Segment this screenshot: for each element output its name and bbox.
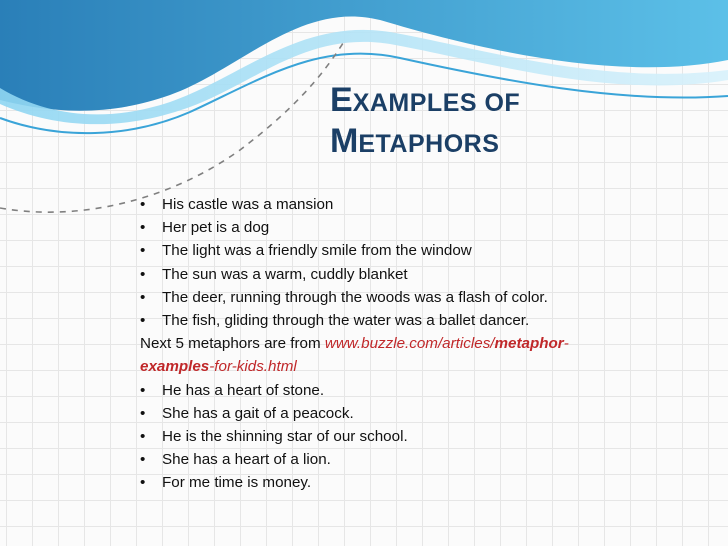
list-item: • The fish, gliding through the water was a ballet dancer. — [140, 309, 700, 332]
list-item: • He is the shinning star of our school. — [140, 425, 700, 448]
list-item: • His castle was a mansion — [140, 193, 700, 216]
list-item: • She has a heart of a lion. — [140, 448, 700, 471]
list-item: • The deer, running through the woods was a flash of color. — [140, 286, 700, 309]
source-prefix: Next 5 metaphors are from — [140, 335, 325, 353]
list-item: • For me time is money. — [140, 471, 700, 494]
source-link[interactable]: www.buzzle.com/articles/metaphor- examples-for-kids.html — [140, 335, 569, 376]
slide-content — [140, 193, 700, 495]
source-note — [140, 332, 700, 378]
bullet-list-group-2 — [140, 379, 700, 495]
list-item: • She has a gait of a peacock. — [140, 402, 700, 425]
title-line-2: METAPHORS — [330, 121, 500, 160]
bullet-list-group-1 — [140, 193, 700, 332]
title-line-1: EXAMPLES OF — [330, 81, 521, 119]
list-item: • The sun was a warm, cuddly blanket — [140, 263, 700, 286]
slide-title — [330, 80, 630, 162]
list-item: • The light was a friendly smile from the window — [140, 239, 700, 262]
list-item: • He has a heart of stone. — [140, 379, 700, 402]
list-item: • Her pet is a dog — [140, 216, 700, 239]
